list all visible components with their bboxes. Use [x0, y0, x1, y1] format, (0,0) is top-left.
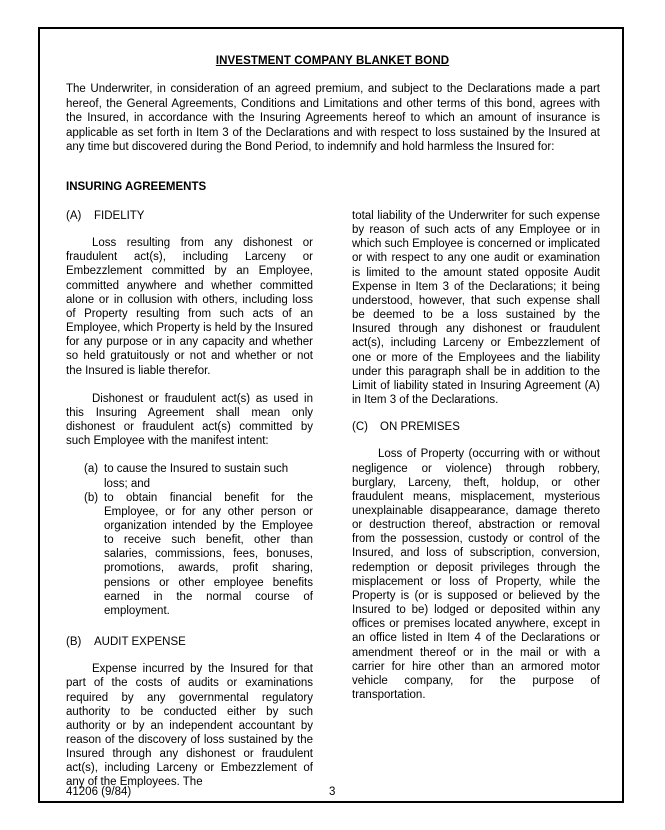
document-title: INVESTMENT COMPANY BLANKET BOND — [215, 55, 450, 67]
list-item-mark: (a) — [84, 463, 99, 476]
form-code: 41206 (9/84) — [66, 786, 132, 798]
audit-title: AUDIT EXPENSE — [94, 636, 186, 649]
fidelity-paragraph-2: Dishonest or fraudulent act(s) as used in this Insuring Agreement shall mean only dishonest or fraudulent act(s) committed by such Employee with the manifest intent: — [66, 392, 313, 448]
audit-letter: (B) — [66, 636, 82, 649]
premises-heading — [352, 420, 600, 434]
page-number: 3 — [329, 786, 336, 798]
insuring-agreements-heading: INSURING AGREEMENTS — [66, 181, 207, 193]
audit-paragraph-1: Expense incurred by the Insured for that part of the costs of audits or examinations required by any governmental regulatory authority to be conducted either by such authority or by an independent accountant by reason of the discovery of loss sustained by the Insured through any dishonest or fraudulent act(s), including Larceny or Embezzlement of any of the Employees. The — [66, 663, 313, 789]
list-item-text: to cause the Insured to sustain such loss; and — [104, 463, 289, 490]
premises-letter: (C) — [352, 421, 368, 434]
list-item-mark: (b) — [84, 491, 99, 504]
audit-heading — [66, 635, 313, 649]
list-item — [66, 462, 313, 490]
intro-paragraph: The Underwriter, in consideration of an agreed premium, and subject to the Declarations made a part hereof, the General Agreements, Conditions and Limitations and other terms of this bond, agrees with the Insured, in accordance with the Insuring Agreements hereof to which an amount of insurance is applicable as set forth in Item 3 of the Declarations and with respect to loss sustained by the Insured at any time but discovered during the Bond Period, to indemnify and hold harmless the Insured for: — [66, 83, 600, 153]
fidelity-letter: (A) — [66, 210, 82, 222]
list-item — [66, 491, 313, 618]
premises-title: ON PREMISES — [380, 421, 460, 434]
left-column — [66, 209, 313, 790]
audit-paragraph-continued: total liability of the Underwriter for such expense by reason of such acts of any Employee or in which such Employee is concerned or implicated or with respect to any one audit or examination is limited to the amount stated opposite Audit Expense in Item 3 of the Declarations; it being understood, however, that such expense shall be deemed to be a loss sustained by the Insured through any dishonest or fraudulent act(s), including Larceny or Embezzlement of one or more of the Employees and the liability under this paragraph shall be in addition to the Limit of liability stated in Insuring Agreement (A) in Item 3 of the Declarations. — [352, 210, 601, 407]
fidelity-heading — [66, 209, 313, 223]
premises-paragraph-1: Loss of Property (occurring with or without negligence or violence) through robbery, burglary, Larceny, theft, holdup, or other fraudulent means, misplacement, mysterious unexplainable disappearance, damage thereto or destruction thereof, abstraction or removal from the possession, custody or control of the Insured, and loss of subscription, conversion, redemption or deposit privileges through the misplacement or loss of Property, while the Property is (or is supposed or believed by the Insured to be) lodged or deposited within any offices or premises located anywhere, except in an office listed in Item 4 of the Declarations or amendment thereof or in the mail or with a carrier for hire other than an armored motor vehicle company, for the purpose of transportation. — [352, 448, 600, 701]
list-item-text: to obtain financial benefit for the Employee, or for any other person or organization intended by the Employee to receive such benefit, other than salaries, commissions, fees, bonuses, promotions, awards, profit sharing, pensions or other employee benefits earned in the normal course of employment. — [104, 491, 313, 617]
fidelity-paragraph-1: Loss resulting from any dishonest or fraudulent act(s), including Larceny or Embezzlement committed by an Employee, committed anywhere and whether committed alone or in collusion with others, including loss of Property resulting from such acts of an Employee, which Property is held by the Insured for any purpose or in any capacity and whether so held gratuitously or not and whether or not the Insured is liable therefor. — [66, 237, 313, 377]
right-column — [352, 209, 600, 702]
fidelity-title: FIDELITY — [94, 210, 145, 222]
